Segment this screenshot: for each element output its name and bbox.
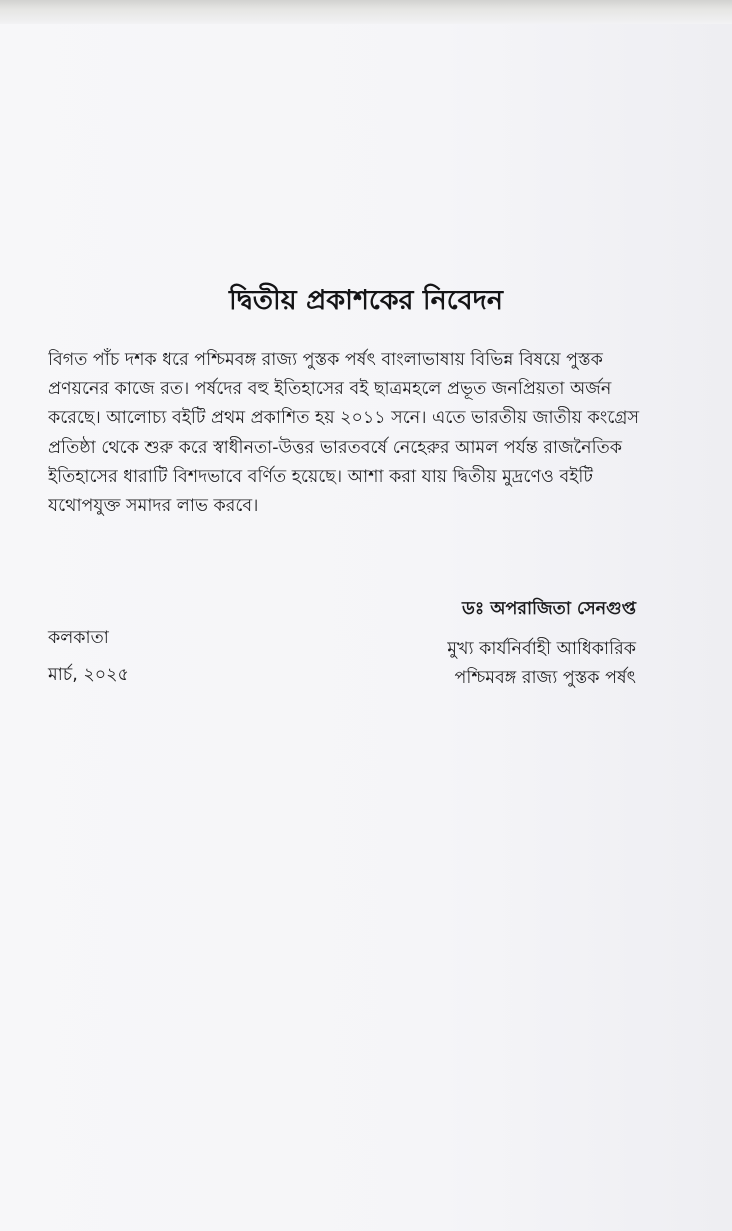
signatory-organization: পশ্চিমবঙ্গ রাজ্য পুস্তক পর্ষৎ <box>454 668 636 688</box>
body-paragraph <box>48 346 684 521</box>
page-top-edge <box>0 0 732 24</box>
body-line: করেছে। আলোচ্য বইটি প্রথম প্রকাশিত হয় ২০১১ সনে। এতে ভারতীয় জাতীয় কংগ্রেস <box>48 408 640 429</box>
body-line: বিগত পাঁচ দশক ধরে পশ্চিমবঙ্গ রাজ্য পুস্তক পর্ষৎ বাংলাভাষায় বিভিন্ন বিষয়ে পুস্তক <box>48 350 603 370</box>
signatory-title: মুখ্য কার্যনির্বাহী আধিকারিক <box>447 639 636 659</box>
date-label: মার্চ, ২০২৫ <box>48 665 129 685</box>
place-label: কলকাতা <box>48 628 109 648</box>
body-line: প্রণয়নের কাজে রত। পর্ষদের বহু ইতিহাসের বই ছাত্রমহলে প্রভূত জনপ্রিয়তা অর্জন <box>48 379 612 400</box>
body-line: ইতিহাসের ধারাটি বিশদভাবে বর্ণিত হয়েছে। আশা করা যায় দ্বিতীয় মুদ্রণেও বইটি <box>48 466 593 487</box>
signatory-name: ডঃ অপরাজিতা সেনগুপ্ত <box>461 599 636 619</box>
body-line: প্রতিষ্ঠা থেকে শুরু করে স্বাধীনতা-উত্তর ভারতবর্ষে নেহেরুর আমল পর্যন্ত রাজনৈতিক <box>48 437 622 458</box>
body-line: যথোপযুক্ত সমাদর লাভ করবে। <box>48 496 259 517</box>
page-heading: দ্বিতীয় প্রকাশকের নিবেদন <box>229 285 503 316</box>
